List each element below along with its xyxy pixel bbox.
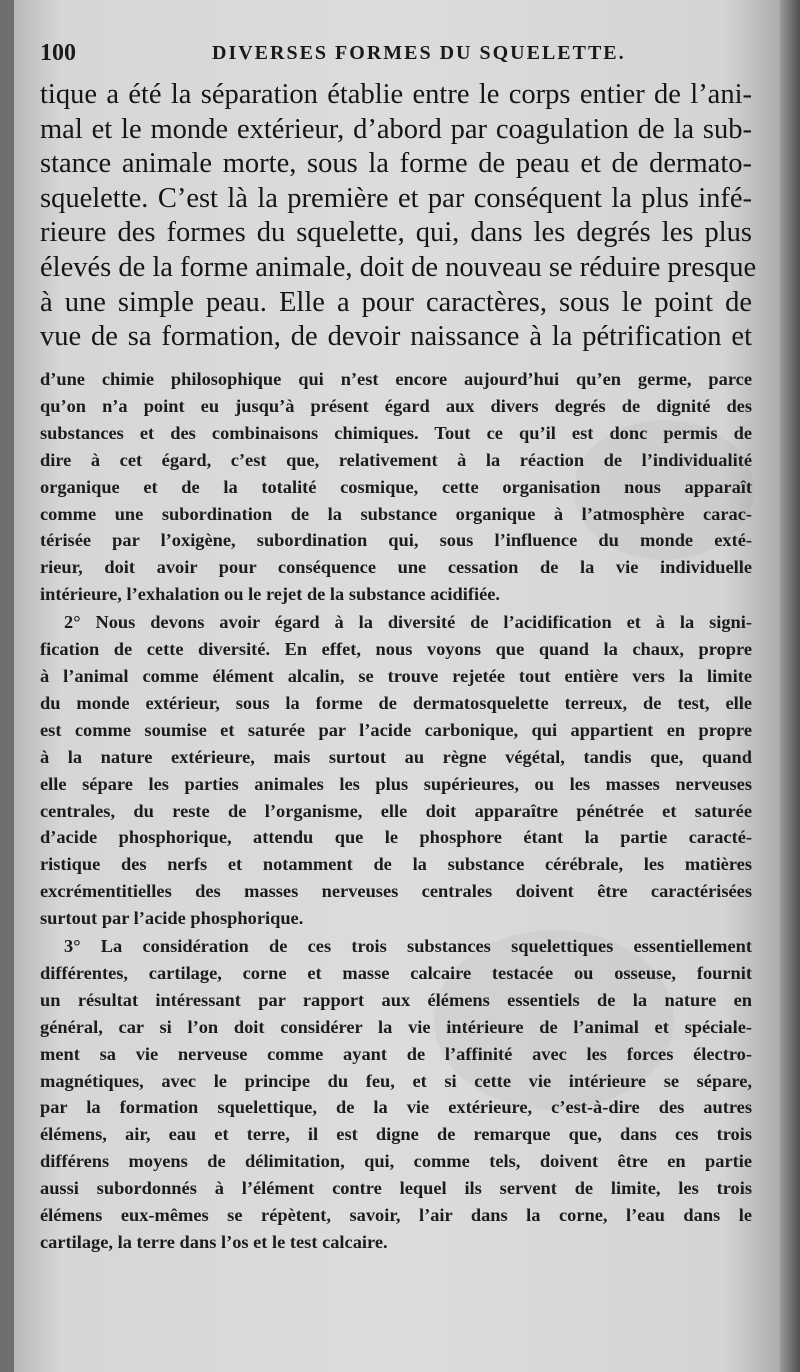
note-line: par la formation squelettique, de la vie extérieure, c’est-à-dire des autres [40,1097,752,1118]
note-line: elle sépare les parties animales les plus supérieures, ou les masses nerveuses [40,773,752,794]
note-line: rieur, doit avoir pour conséquence une cessation de la vie individuelle [40,557,752,578]
note-line: ristique des nerfs et notamment de la substance cérébrale, les matières [40,854,752,875]
note-line: qu’on n’a point eu jusqu’à présent égard aux divers degrés de dignité des [40,395,752,416]
scanner-edge [780,0,800,1372]
main-text-line: vue de sa formation, de devoir naissance à la pétrification et [40,321,752,353]
note-line: cartilage, la terre dans l’os et le test calcaire. [40,1232,388,1252]
note-line: différens moyens de délimitation, qui, comme tels, doivent être en partie [40,1151,752,1172]
note-line: 2° Nous devons avoir égard à la diversité de l’acidification et à la signi- [64,612,752,633]
note-line: d’une chimie philosophique qui n’est encore aujourd’hui qu’en germe, parce [40,369,752,389]
note-line: à l’animal comme élément alcalin, se trouve rejetée tout entière vers la limite [40,665,752,686]
book-page [14,0,786,1372]
note-line: du monde extérieur, sous la forme de dermatosquelette terreux, de test, elle [40,692,752,713]
note-line: ment sa vie nerveuse comme ayant de l’affinité avec les forces électro- [40,1043,752,1064]
note-paragraph-3 [40,933,752,1256]
note-line: surtout par l’acide phosphorique. [40,908,304,929]
note-paragraph-2 [40,609,752,932]
note-line: fication de cette diversité. En effet, nous voyons que quand la chaux, propre [40,639,752,660]
note-line: organique et de la totalité cosmique, cette organisation nous apparaît [40,476,752,497]
main-text-block [40,78,757,355]
note-line: élémens eux-mêmes se répètent, savoir, l’air dans la corne, l’eau dans le [40,1205,752,1226]
running-title: DIVERSES FORMES DU SQUELETTE. [212,42,626,64]
main-text-line: à une simple peau. Elle a pour caractères, sous le point de [40,286,752,318]
note-text-block [40,366,752,1256]
page-number: 100 [40,40,76,66]
note-line: à la nature extérieure, mais surtout au règne végétal, tandis que, quand [40,746,752,767]
note-line: 3° La considération de ces trois substances squelettiques essentiellement [64,936,752,957]
main-text-line: rieure des formes du squelette, qui, dans les degrés les plus [40,217,752,249]
main-text-line: mal et le monde extérieur, d’abord par coagulation de la sub- [40,113,752,145]
note-line: est comme soumise et saturée par l’acide carbonique, qui appartient en propre [40,719,752,740]
note-line: intérieure, l’exhalation ou le rejet de la substance acidifiée. [40,584,501,605]
note-line: dire à cet égard, c’est que, relativement à la réaction de l’individualité [40,449,752,470]
note-line: différentes, cartilage, corne et masse calcaire testacée ou osseuse, fournit [40,962,752,983]
main-text-line: tique a été la séparation établie entre le corps entier de l’ani- [40,79,752,110]
note-line: comme une subordination de la substance organique à l’atmosphère carac- [40,503,752,524]
running-head [40,40,740,72]
note-line: d’acide phosphorique, attendu que le phosphore étant la partie caracté- [40,827,752,848]
note-line: un résultat intéressant par rapport aux élémens essentiels de la nature en [40,989,752,1010]
main-text-line: élevés de la forme animale, doit de nouveau se réduire presque [40,251,757,283]
note-line: général, car si l’on doit considérer la vie intérieure de l’animal et spéciale- [40,1016,752,1037]
main-text-line: stance animale morte, sous la forme de peau et de dermato- [40,148,752,180]
note-line: centrales, du reste de l’organisme, elle doit apparaître pénétrée et saturée [40,800,752,821]
main-text-line: squelette. C’est là la première et par conséquent la plus infé- [40,182,752,214]
note-line: aussi subordonnés à l’élément contre lequel ils servent de limite, les trois [40,1178,752,1199]
note-paragraph-1 [40,366,752,608]
note-line: magnétiques, avec le principe du feu, et si cette vie intérieure se sépare, [40,1070,752,1091]
note-line: térisée par l’oxigène, subordination qui, sous l’influence du monde exté- [40,530,752,551]
note-line: substances et des combinaisons chimiques. Tout ce qu’il est donc permis de [40,422,752,443]
note-line: excrémentitielles des masses nerveuses centrales doivent être caractérisées [40,881,752,902]
note-line: élémens, air, eau et terre, il est digne de remarque que, dans ces trois [40,1124,752,1145]
